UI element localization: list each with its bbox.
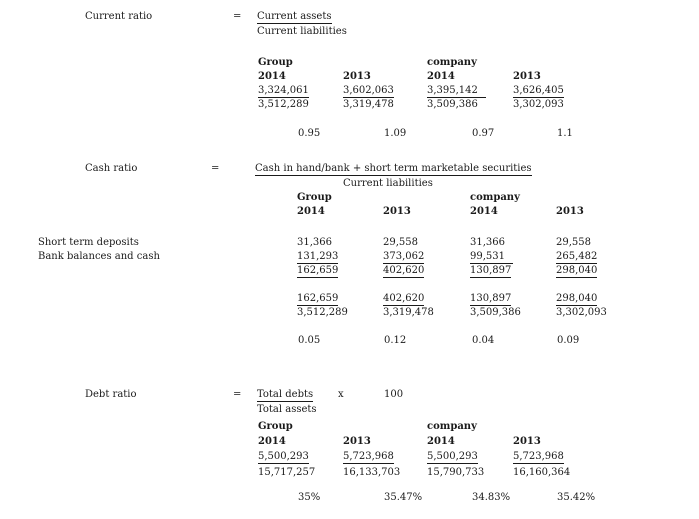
value-cell: 29,558 <box>556 237 591 248</box>
value-cell: 31,366 <box>470 237 505 248</box>
value-cell: 131,293 <box>297 251 339 262</box>
denominator-value: 3,509,386 <box>470 307 521 318</box>
percentage-value: 34.83% <box>472 492 511 503</box>
numerator-value: 3,626,405 <box>513 85 564 96</box>
year-header: 2014 <box>258 436 286 447</box>
numerator-value: 5,500,293 <box>258 451 309 462</box>
company-header: company <box>427 421 477 432</box>
total-value: 298,040 <box>556 265 598 276</box>
ratio-value: 0.12 <box>384 335 407 346</box>
ratio-value: 0.04 <box>472 335 495 346</box>
numerator-value: 402,620 <box>383 293 425 304</box>
year-header: 2014 <box>427 71 455 82</box>
formula-numerator: Total debts <box>257 389 314 400</box>
row-label: Short term deposits <box>38 237 139 248</box>
year-header: 2014 <box>258 71 286 82</box>
denominator-value: 15,790,733 <box>427 467 485 478</box>
year-header: 2013 <box>513 436 541 447</box>
denominator-value: 3,302,093 <box>513 99 564 110</box>
ratio-value: 0.95 <box>298 128 321 139</box>
denominator-value: 16,133,703 <box>343 467 401 478</box>
numerator-value: 130,897 <box>470 293 512 304</box>
group-header: Group <box>297 192 332 203</box>
total-value: 130,897 <box>470 265 512 276</box>
formula-numerator: Current assets <box>257 11 332 22</box>
year-header: 2013 <box>343 436 371 447</box>
equals-sign: = <box>233 11 242 22</box>
formula-numerator: Cash in hand/bank + short term marketable securities <box>255 163 532 174</box>
total-value: 162,659 <box>297 265 339 276</box>
ratio-value: 1.1 <box>557 128 573 139</box>
value-cell: 31,366 <box>297 237 332 248</box>
year-header: 2014 <box>427 436 455 447</box>
ratio-value: 0.05 <box>298 335 321 346</box>
denominator-value: 3,319,478 <box>383 307 434 318</box>
denominator-value: 3,512,289 <box>258 99 309 110</box>
numerator-value: 298,040 <box>556 293 598 304</box>
year-header: 2014 <box>470 206 498 217</box>
denominator-value: 3,302,093 <box>556 307 607 318</box>
numerator-value: 5,500,293 <box>427 451 478 462</box>
numerator-value: 5,723,968 <box>513 451 564 462</box>
numerator-value: 3,602,063 <box>343 85 394 96</box>
value-cell: 373,062 <box>383 251 425 262</box>
company-header: company <box>427 57 477 68</box>
company-header: company <box>470 192 520 203</box>
formula-denominator: Current liabilities <box>343 178 433 189</box>
value-cell: 265,482 <box>556 251 598 262</box>
equals-sign: = <box>211 163 220 174</box>
percentage-value: 35.42% <box>557 492 596 503</box>
ratio-name: Cash ratio <box>85 163 138 174</box>
denominator-value: 3,509,386 <box>427 99 478 110</box>
row-label: Bank balances and cash <box>38 251 160 262</box>
denominator-value: 3,319,478 <box>343 99 394 110</box>
ratio-value: 0.97 <box>472 128 495 139</box>
value-cell: 29,558 <box>383 237 418 248</box>
formula-denominator: Current liabilities <box>257 26 347 37</box>
numerator-value: 5,723,968 <box>343 451 394 462</box>
multiplier-value: 100 <box>384 389 404 400</box>
numerator-value: 3,324,061 <box>258 85 309 96</box>
ratio-value: 1.09 <box>384 128 407 139</box>
total-value: 402,620 <box>383 265 425 276</box>
year-header: 2013 <box>513 71 541 82</box>
ratio-value: 0.09 <box>557 335 580 346</box>
numerator-value: 3,395,142 <box>427 85 486 98</box>
group-header: Group <box>258 421 293 432</box>
ratio-name: Debt ratio <box>85 389 137 400</box>
year-header: 2013 <box>383 206 411 217</box>
year-header: 2013 <box>556 206 584 217</box>
multiply-sign: x <box>338 389 344 400</box>
formula-denominator: Total assets <box>257 404 317 415</box>
numerator-value: 162,659 <box>297 293 339 304</box>
denominator-value: 16,160,364 <box>513 467 571 478</box>
year-header: 2013 <box>343 71 371 82</box>
group-header: Group <box>258 57 293 68</box>
percentage-value: 35.47% <box>384 492 423 503</box>
ratio-name: Current ratio <box>85 11 153 22</box>
equals-sign: = <box>233 389 242 400</box>
denominator-value: 15,717,257 <box>258 467 316 478</box>
year-header: 2014 <box>297 206 325 217</box>
denominator-value: 3,512,289 <box>297 307 348 318</box>
value-cell: 99,531 <box>470 251 513 264</box>
percentage-value: 35% <box>298 492 321 503</box>
